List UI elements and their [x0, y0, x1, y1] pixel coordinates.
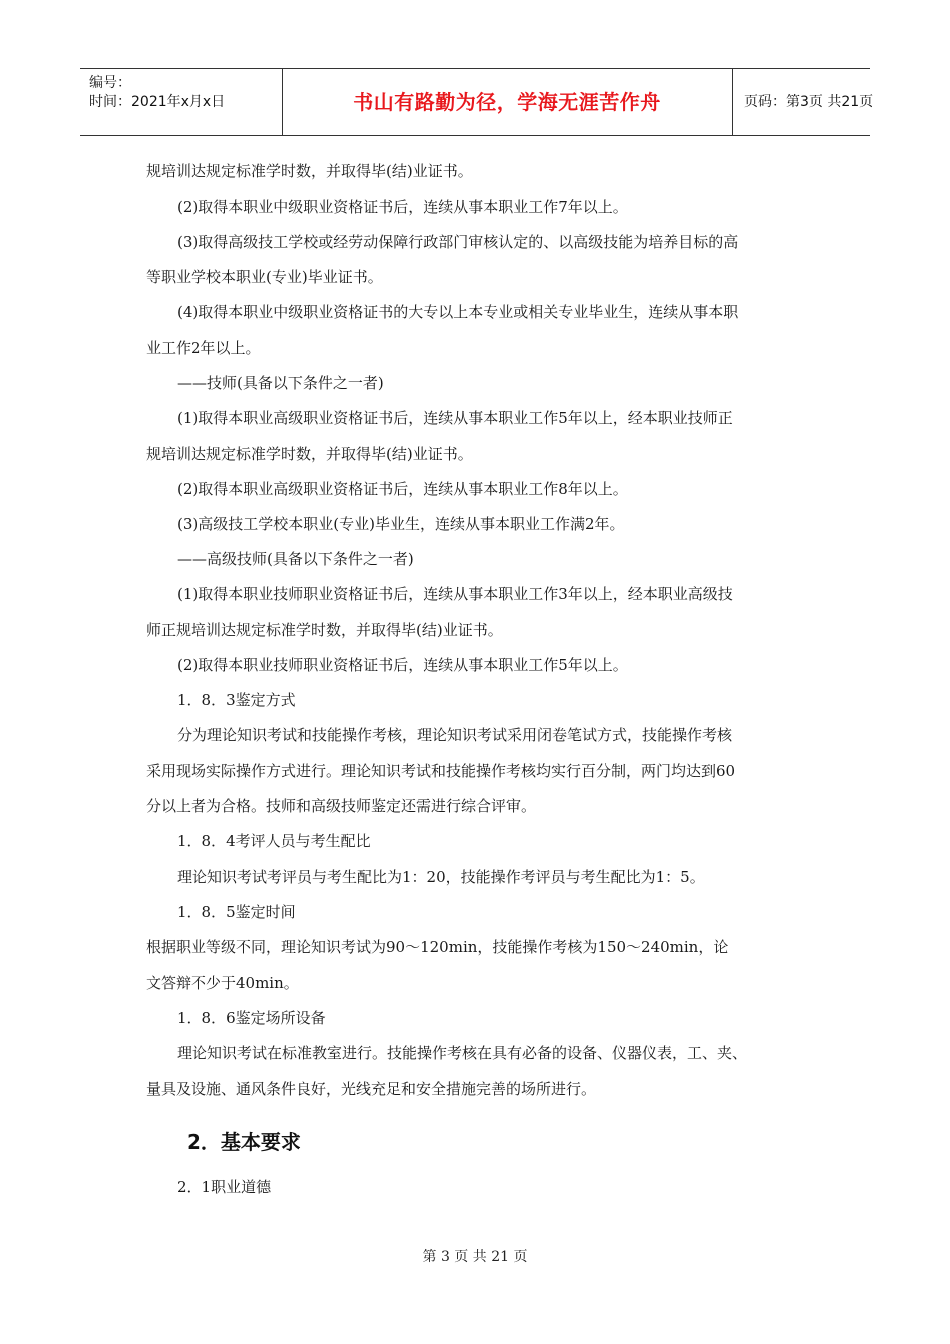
header-motto: 书山有路勤为径，学海无涯苦作舟	[282, 69, 733, 135]
body-line: 规培训达规定标准学时数，并取得毕(结)业证书。	[146, 162, 473, 180]
body-line: 根据职业等级不同，理论知识考试为90～120min，技能操作考核为150～240min，论	[146, 938, 729, 956]
header-meta	[80, 69, 283, 135]
body-line: (1)取得本职业高级职业资格证书后，连续从事本职业工作5年以上，经本职业技师正	[177, 409, 733, 427]
page-footer: 第 3 页 共 21 页	[422, 1249, 528, 1265]
header-page-code: 页码：第3页 共21页	[744, 94, 874, 110]
body-line: 采用现场实际操作方式进行。理论知识考试和技能操作考核均实行百分制，两门均达到60	[146, 762, 736, 780]
body-line: 师正规培训达规定标准学时数，并取得毕(结)业证书。	[146, 621, 503, 639]
body-line: (2)取得本职业技师职业资格证书后，连续从事本职业工作5年以上。	[177, 656, 628, 674]
body-line: ——高级技师(具备以下条件之一者)	[177, 550, 414, 568]
body-line: 规培训达规定标准学时数，并取得毕(结)业证书。	[146, 445, 473, 463]
body-line: 业工作2年以上。	[146, 339, 261, 357]
body-line: 分为理论知识考试和技能操作考核，理论知识考试采用闭卷笔试方式，技能操作考核	[177, 726, 733, 744]
body-line: 文答辩不少于40min。	[146, 974, 299, 992]
body-line: ——技师(具备以下条件之一者)	[177, 374, 384, 392]
page-header	[80, 68, 874, 136]
body-line: 分以上者为合格。技师和高级技师鉴定还需进行综合评审。	[146, 797, 537, 815]
subsection-heading: 1．8．6鉴定场所设备	[177, 1009, 326, 1027]
body-line: (2)取得本职业中级职业资格证书后，连续从事本职业工作7年以上。	[177, 198, 628, 216]
date-label: 时间：2021年x月x日	[89, 94, 226, 110]
body-line: 理论知识考试考评员与考生配比为1：20，技能操作考评员与考生配比为1：5。	[177, 868, 705, 886]
body-line: (3)取得高级技工学校或经劳动保障行政部门审核认定的、以高级技能为培养目标的高	[177, 233, 739, 251]
body-line: (3)高级技工学校本职业(专业)毕业生，连续从事本职业工作满2年。	[177, 515, 625, 533]
subsection-heading: 1．8．5鉴定时间	[177, 903, 296, 921]
body-line: (2)取得本职业高级职业资格证书后，连续从事本职业工作8年以上。	[177, 480, 628, 498]
subsection-heading: 1．8．3鉴定方式	[177, 691, 296, 709]
body-line: 量具及设施、通风条件良好，光线充足和安全措施完善的场所进行。	[146, 1080, 597, 1098]
doc-number-label: 编号：	[89, 75, 131, 91]
body-line: (4)取得本职业中级职业资格证书的大专以上本专业或相关专业毕业生，连续从事本职	[177, 303, 739, 321]
subsection-heading: 2．1职业道德	[177, 1178, 272, 1196]
body-line: (1)取得本职业技师职业资格证书后，连续从事本职业工作3年以上，经本职业高级技	[177, 585, 733, 603]
subsection-heading: 1．8．4考评人员与考生配比	[177, 832, 371, 850]
section-heading: 2．基本要求	[187, 1130, 301, 1154]
body-line: 等职业学校本职业(专业)毕业证书。	[146, 268, 383, 286]
body-line: 理论知识考试在标准教室进行。技能操作考核在具有必备的设备、仪器仪表，工、夹、	[177, 1044, 748, 1062]
